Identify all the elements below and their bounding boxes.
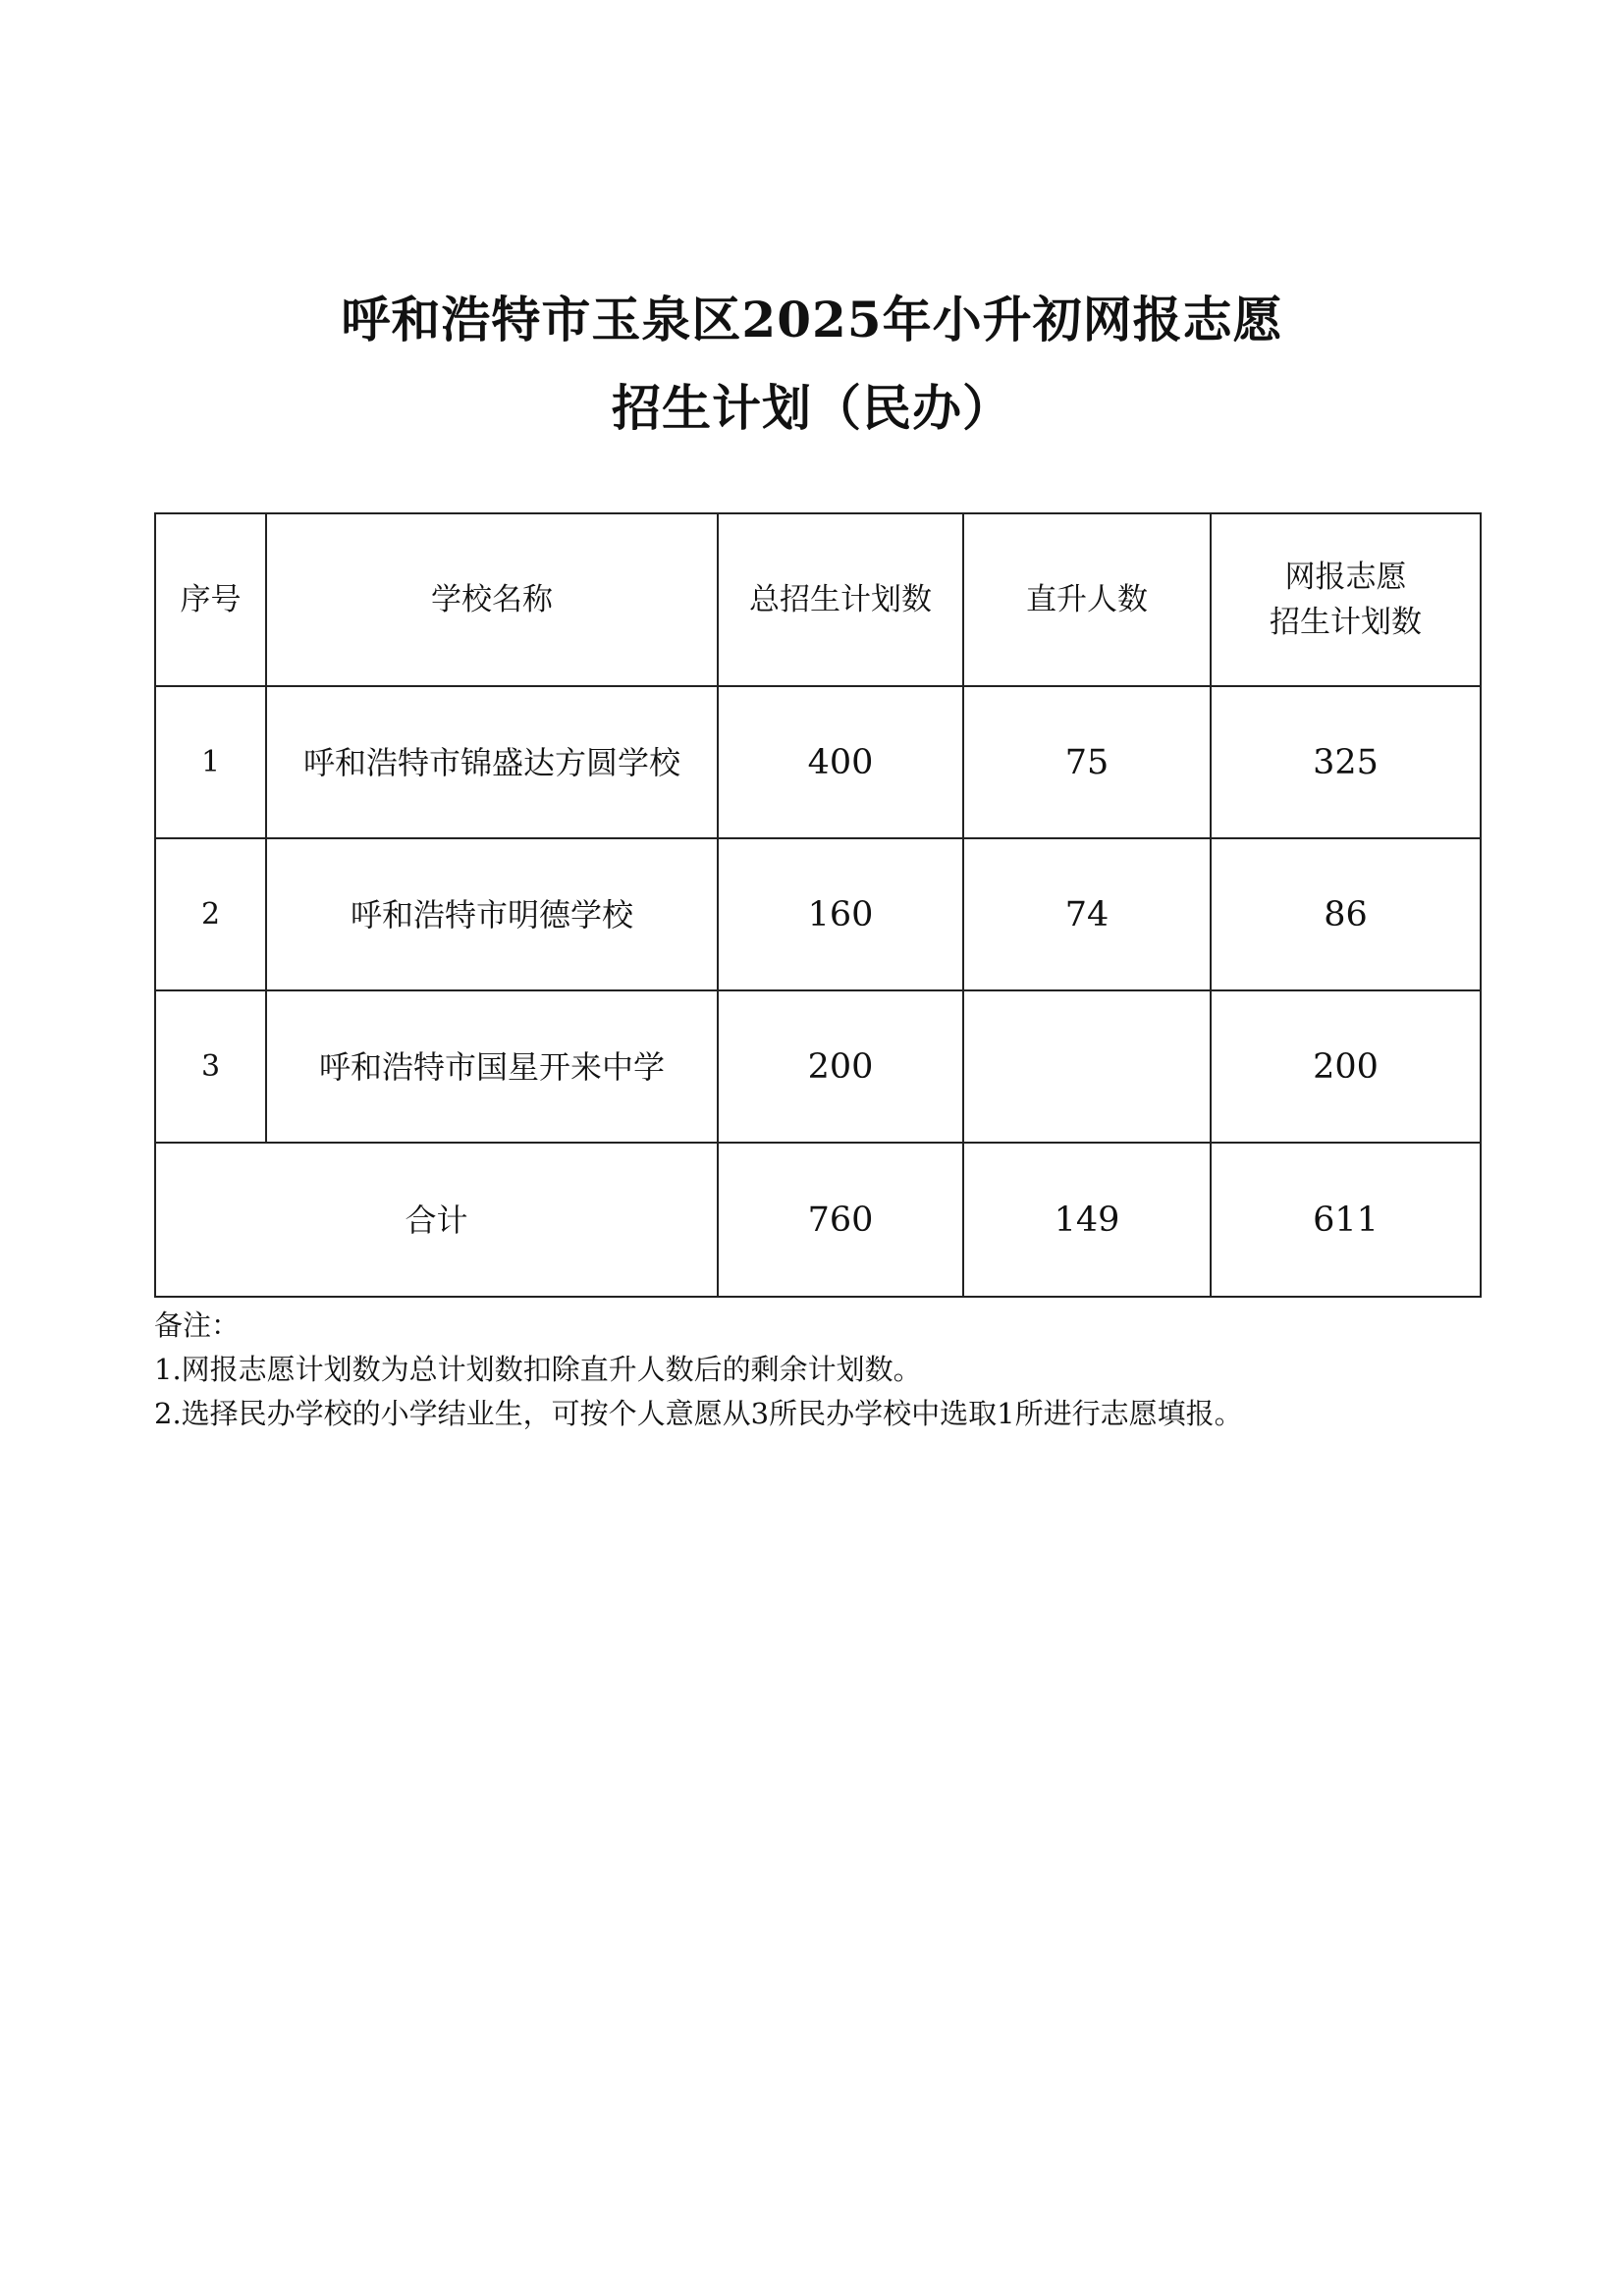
table-row xyxy=(155,838,1481,990)
document-subtitle: 招生计划（民办） xyxy=(612,379,1012,437)
note-item: 1.网报志愿计划数为总计划数扣除直升人数后的剩余计划数。 xyxy=(154,1353,922,1386)
header-online-plan xyxy=(1211,513,1481,686)
header-online-plan-line1: 网报志愿 xyxy=(1284,560,1407,595)
total-plan-sum: 760 xyxy=(718,1143,963,1297)
table-total-row xyxy=(155,1143,1481,1297)
enrollment-plan-table xyxy=(154,512,1482,1298)
header-online-plan-line2: 招生计划数 xyxy=(1270,605,1422,640)
row-school-name: 呼和浩特市国星开来中学 xyxy=(266,990,718,1143)
row-total-plan: 160 xyxy=(718,838,963,990)
header-direct-promotion: 直升人数 xyxy=(963,513,1211,686)
header-seq: 序号 xyxy=(155,513,266,686)
row-school-name: 呼和浩特市锦盛达方圆学校 xyxy=(266,686,718,838)
table-row xyxy=(155,990,1481,1143)
row-online-plan: 200 xyxy=(1211,990,1481,1143)
row-total-plan: 400 xyxy=(718,686,963,838)
row-direct-promotion: 74 xyxy=(963,838,1211,990)
notes-heading: 备注： xyxy=(154,1308,241,1342)
notes-section xyxy=(154,1304,1480,1436)
row-direct-promotion: 75 xyxy=(963,686,1211,838)
row-online-plan: 86 xyxy=(1211,838,1481,990)
header-school-name: 学校名称 xyxy=(266,513,718,686)
row-online-plan: 325 xyxy=(1211,686,1481,838)
row-direct-promotion xyxy=(963,990,1211,1143)
total-label: 合计 xyxy=(155,1143,718,1297)
header-total-plan: 总招生计划数 xyxy=(718,513,963,686)
row-school-name: 呼和浩特市明德学校 xyxy=(266,838,718,990)
total-online-sum: 611 xyxy=(1211,1143,1481,1297)
note-item: 2.选择民办学校的小学结业生，可按个人意愿从3所民办学校中选取1所进行志愿填报。 xyxy=(154,1397,1243,1430)
row-seq: 2 xyxy=(155,838,266,990)
row-total-plan: 200 xyxy=(718,990,963,1143)
table-row xyxy=(155,686,1481,838)
document-title: 呼和浩特市玉泉区2025年小升初网报志愿 xyxy=(341,291,1283,348)
total-direct-sum: 149 xyxy=(963,1143,1211,1297)
table-header-row xyxy=(155,513,1481,686)
row-seq: 1 xyxy=(155,686,266,838)
row-seq: 3 xyxy=(155,990,266,1143)
